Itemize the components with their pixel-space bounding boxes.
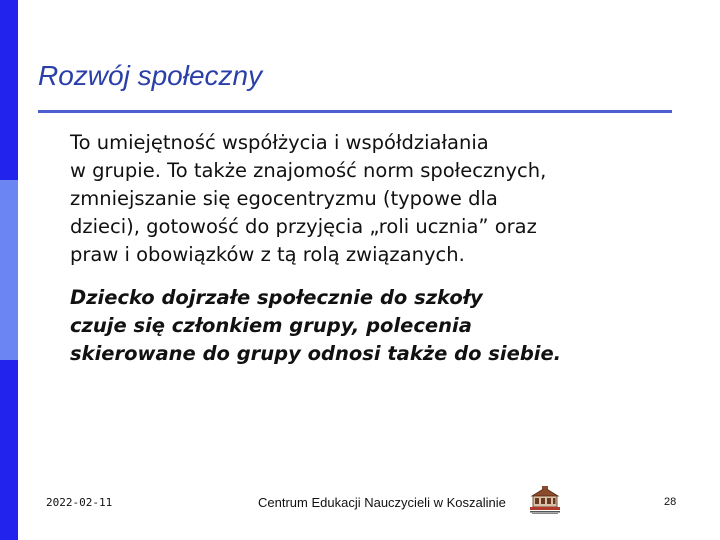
paragraph-social-maturity: Dziecko dojrzałe społecznie do szkoły czuje się członkiem grupy, polecenia skierowane do grupy odnosi także do siebie. (70, 286, 562, 365)
sidebar-accent-top (0, 0, 18, 180)
slide-title: Rozwój społeczny (38, 60, 263, 91)
institution-building-icon (527, 486, 563, 516)
sidebar-accent-middle (0, 180, 18, 360)
paragraph-social-skills: To umiejętność współżycia i współdziałania w grupie. To także znajomość norm społecznych, zmniejszanie się egocentryzmu (typowe dla dzieci), gotowość do przyjęcia „roli ucznia” oraz praw i obowiązków z tą rolą związanych. (70, 131, 547, 266)
footer-organization: Centrum Edukacji Nauczycieli w Koszalinie (258, 495, 506, 510)
sidebar-accent-bottom (0, 360, 18, 540)
footer-date: 2022-02-11 (46, 496, 113, 509)
page-number: 28 (664, 496, 677, 508)
title-underline (38, 110, 672, 113)
